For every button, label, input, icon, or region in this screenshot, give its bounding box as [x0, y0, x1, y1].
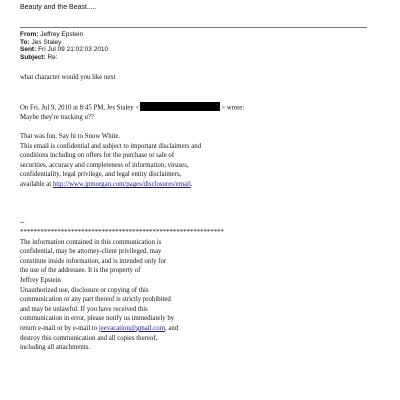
subject-label: Subject: — [20, 53, 46, 61]
disclaimer-line: securities, accuracy and completeness of information, viruses, — [20, 161, 189, 169]
sent-label: Sent: — [20, 46, 37, 54]
notice-line: communication or any part thereof is strictly prohibited — [20, 296, 171, 304]
disclaimer-line: This email is confidential and subject to important disclaimers and — [20, 142, 202, 150]
notice-line: communication in error, please notify us immediately by — [20, 315, 175, 323]
redaction-block — [140, 102, 220, 111]
notice-line: and may be unlawful. If you have received this — [20, 305, 148, 313]
spacer — [20, 92, 380, 102]
notice-return — [20, 324, 380, 334]
disclosures-link[interactable]: http://www.jpmorgan.com/pages/disclosures/email — [52, 181, 191, 189]
from-label: From: — [20, 31, 39, 38]
notice-line: Unauthorized use, disclosure or copying of this — [20, 286, 149, 294]
notice-line: including all attachments. — [20, 344, 91, 352]
signature-dashes: -- — [20, 219, 25, 227]
email-body — [20, 73, 380, 353]
sent-row — [20, 46, 108, 54]
to-row — [20, 39, 108, 47]
from-row — [20, 31, 108, 39]
notice-line: The information contained in this communication is — [20, 238, 162, 246]
spacer — [20, 199, 380, 209]
return-suffix: , and — [165, 324, 179, 332]
reply-text: what character would you like next — [20, 74, 116, 81]
subject-row — [20, 54, 108, 62]
from-value: Jeffrey Epstein — [40, 31, 84, 38]
notice-line: constitute inside information, and is intended only for — [20, 257, 167, 265]
quoted-intro-suffix: > wrote: — [221, 104, 245, 112]
notice-line: Jeffrey Epstein — [20, 276, 61, 284]
email-headers — [20, 31, 108, 61]
email-title: Beauty and the Beast..... — [20, 4, 97, 11]
spacer — [20, 122, 380, 132]
notice-line: the use of the addressee. It is the property of — [20, 267, 141, 275]
message-text: That was fun. Say hi to Snow White. — [20, 133, 121, 141]
sent-value: Fri Jul 09 21:02:03 2010 — [38, 46, 109, 54]
notice-line: destroy this communication and all copies thereof, — [20, 334, 158, 342]
quoted-question: Maybe they're tracking u?? — [20, 113, 94, 121]
quoted-intro — [20, 102, 380, 113]
disclaimer-available — [20, 180, 380, 190]
quoted-intro-prefix: On Fri, Jul 9, 2010 at 8:45 PM, Jes Staley < — [20, 104, 140, 112]
disclaimer-line: confidentiality, legal privilege, and legal entity disclaimers, — [20, 171, 182, 179]
to-value: Jes Staley — [31, 38, 62, 46]
spacer — [20, 209, 380, 219]
header-divider — [20, 27, 367, 28]
return-prefix: return e-mail or by e-mail to — [20, 324, 99, 332]
spacer — [20, 190, 380, 200]
disclaimer-line: conditions including on offers for the purchase or sale of — [20, 152, 175, 160]
email-link[interactable]: jeevacation@gmail.com — [98, 324, 165, 332]
notice-line: confidential, may be attorney-client privileged, may — [20, 248, 162, 256]
available-suffix: . — [190, 181, 193, 189]
spacer — [20, 83, 380, 93]
asterisk-separator: ************************************************************ — [20, 229, 224, 236]
available-prefix: available at — [20, 181, 53, 189]
subject-value: Re: — [47, 53, 58, 61]
to-label: To: — [20, 38, 30, 46]
